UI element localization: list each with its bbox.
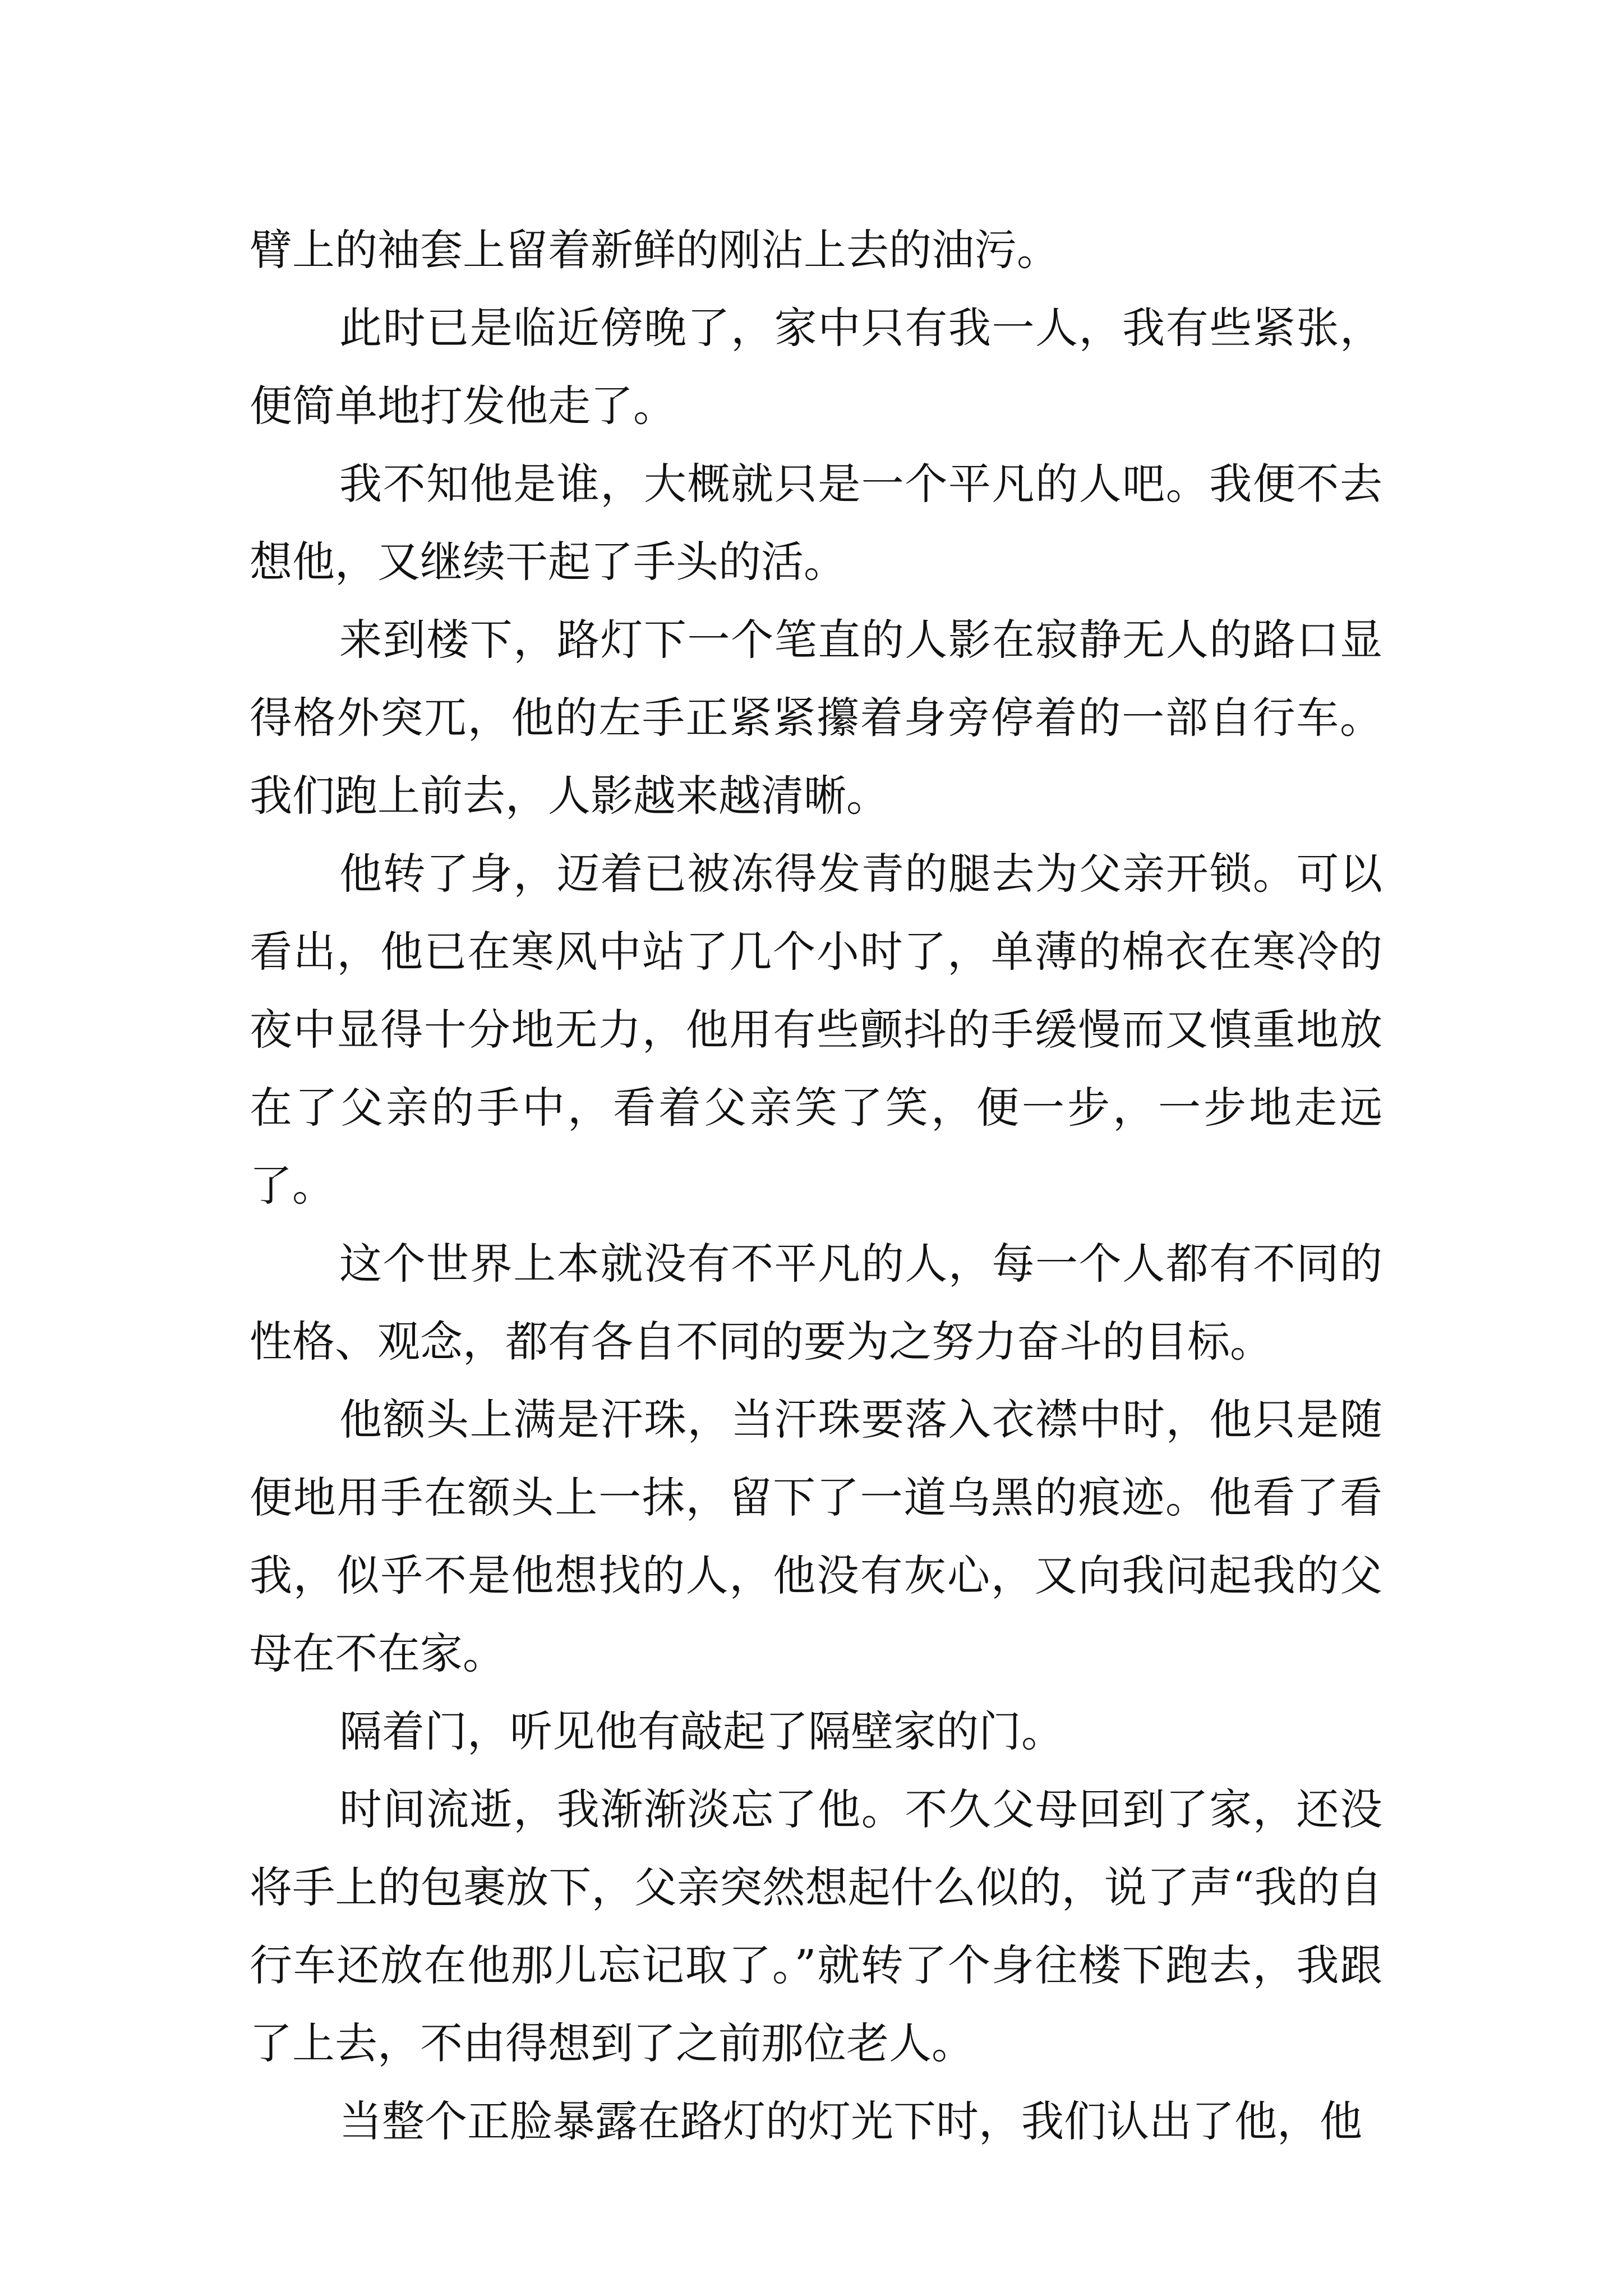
paragraph-9: 时间流逝，我渐渐淡忘了他。不久父母回到了家，还没将手上的包裹放下，父亲突然想起什么似的，说了声“我的自行车还放在他那儿忘记取了。”就转了个身往楼下跑去，我跟了上去，不由得想到了之前那位老人。: [250, 1784, 1382, 2068]
paragraph-7: 他额头上满是汗珠，当汗珠要落入衣襟中时，他只是随便地用手在额头上一抹，留下了一道乌黑的痕迹。他看了看我，似乎不是他想找的人，他没有灰心，又向我问起我的父母在不在家。: [250, 1395, 1382, 1678]
body-text: [250, 211, 1382, 2160]
paragraph-6: 这个世界上本就没有不平凡的人，每一个人都有不同的性格、观念，都有各自不同的要为之努力奋斗的目标。: [250, 1239, 1382, 1366]
paragraph-5: 他转了身，迈着已被冻得发青的腿去为父亲开锁。可以看出，他已在寒风中站了几个小时了，单薄的棉衣在寒冷的夜中显得十分地无力，他用有些颤抖的手缓慢而又慎重地放在了父亲的手中，看着父亲笑了笑，便一步，一步地走远了。: [250, 849, 1382, 1211]
paragraph-1: 臂上的袖套上留着新鲜的刚沾上去的油污。: [250, 225, 1059, 275]
paragraph-2: 此时已是临近傍晚了，家中只有我一人，我有些紧张，便简单地打发他走了。: [250, 303, 1382, 431]
paragraph-10: 当整个正脸暴露在路灯的灯光下时，我们认出了他，他: [339, 2096, 1362, 2146]
paragraph-3: 我不知他是谁，大概就只是一个平凡的人吧。我便不去想他，又继续干起了手头的活。: [250, 459, 1382, 587]
paragraph-8: 隔着门，听见他有敲起了隔壁家的门。: [339, 1706, 1064, 1756]
paragraph-4: 来到楼下，路灯下一个笔直的人影在寂静无人的路口显得格外突兀，他的左手正紧紧攥着身旁停着的一部自行车。我们跑上前去，人影越来越清晰。: [250, 615, 1382, 821]
